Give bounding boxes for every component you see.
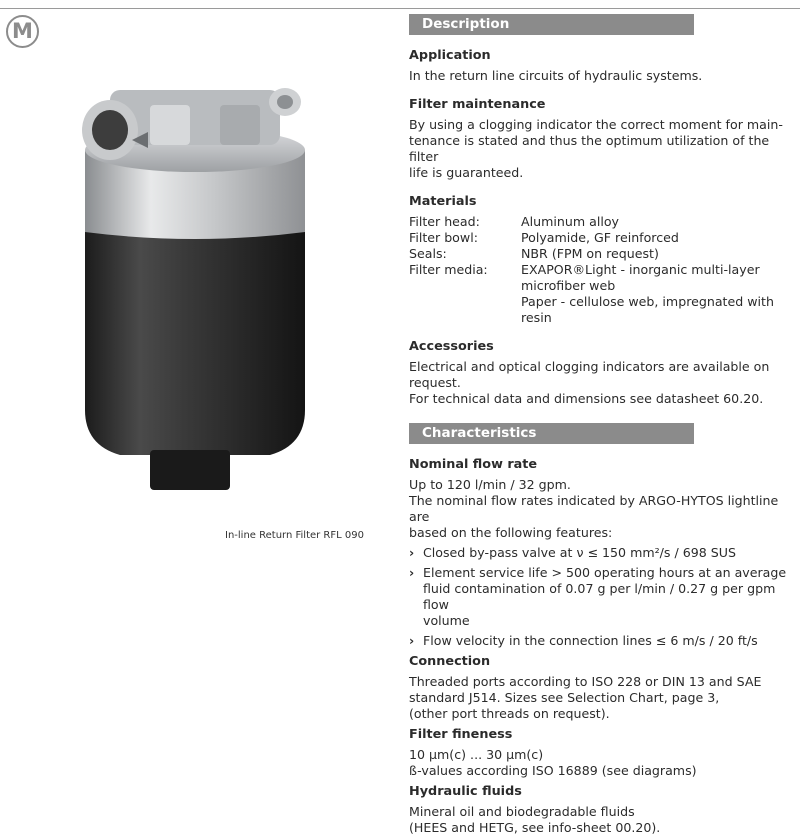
filter-product-image bbox=[40, 50, 380, 510]
material-value: EXAPOR®Light - inorganic multi-layer bbox=[521, 262, 760, 277]
material-label: Filter media: bbox=[409, 262, 488, 277]
feature-line: Closed by-pass valve at ν ≤ 150 mm²/s / 698 SUS bbox=[423, 545, 736, 560]
fluids-line: Mineral oil and biodegradable fluids bbox=[409, 804, 635, 819]
material-label: Seals: bbox=[409, 246, 447, 261]
flow-line: The nominal flow rates indicated by ARGO-HYTOS lightline are bbox=[409, 493, 779, 524]
fineness-line: ß-values according ISO 16889 (see diagrams) bbox=[409, 763, 697, 778]
bullet-arrow-icon: › bbox=[409, 565, 415, 580]
feature-item bbox=[409, 633, 799, 649]
materials-heading: Materials bbox=[409, 194, 477, 209]
material-label bbox=[409, 294, 521, 326]
bullet-arrow-icon: › bbox=[409, 545, 415, 560]
flow-heading: Nominal flow rate bbox=[409, 457, 538, 472]
materials-table bbox=[409, 214, 799, 326]
fluids-heading: Hydraulic fluids bbox=[409, 784, 522, 799]
material-value: NBR (FPM on request) bbox=[521, 246, 659, 261]
image-caption: In-line Return Filter RFL 090 bbox=[225, 530, 364, 541]
materials-row bbox=[409, 278, 799, 294]
maintenance-line: tenance is stated and thus the optimum utilization of the filter bbox=[409, 133, 770, 164]
fineness-line: 10 μm(c) ... 30 μm(c) bbox=[409, 747, 544, 762]
maintenance-heading: Filter maintenance bbox=[409, 97, 546, 112]
feature-line: Flow velocity in the connection lines ≤ 6 m/s / 20 ft/s bbox=[423, 633, 758, 648]
accessories-heading: Accessories bbox=[409, 339, 494, 354]
top-rule bbox=[0, 8, 800, 9]
m-logo-icon: M bbox=[6, 15, 39, 48]
material-value: Polyamide, GF reinforced bbox=[521, 230, 679, 245]
maintenance-line: By using a clogging indicator the correct moment for main- bbox=[409, 117, 783, 132]
accessories-line: For technical data and dimensions see datasheet 60.20. bbox=[409, 391, 764, 406]
feature-line: Element service life > 500 operating hours at an average bbox=[423, 565, 787, 580]
description-header: Description bbox=[409, 14, 694, 35]
materials-row bbox=[409, 246, 799, 262]
materials-row bbox=[409, 230, 799, 246]
connection-line: standard J514. Sizes see Selection Chart, page 3, bbox=[409, 690, 720, 705]
feature-list bbox=[409, 545, 799, 649]
feature-item bbox=[409, 545, 799, 561]
material-label: Filter head: bbox=[409, 214, 480, 229]
material-value: Aluminum alloy bbox=[521, 214, 619, 229]
flow-line: Up to 120 l/min / 32 gpm. bbox=[409, 477, 571, 492]
material-label bbox=[409, 278, 521, 294]
materials-row bbox=[409, 262, 799, 278]
fluids-line: (HEES and HETG, see info-sheet 00.20). bbox=[409, 820, 661, 835]
bullet-arrow-icon: › bbox=[409, 633, 415, 648]
application-heading: Application bbox=[409, 48, 491, 63]
feature-item bbox=[409, 565, 799, 629]
feature-line: fluid contamination of 0.07 g per l/min / 0.27 g per gpm flow bbox=[423, 581, 776, 612]
fineness-heading: Filter fineness bbox=[409, 727, 513, 742]
maintenance-line: life is guaranteed. bbox=[409, 165, 524, 180]
connection-line: Threaded ports according to ISO 228 or DIN 13 and SAE bbox=[409, 674, 762, 689]
feature-line: volume bbox=[423, 613, 470, 628]
flow-line: based on the following features: bbox=[409, 525, 613, 540]
materials-row bbox=[409, 214, 799, 230]
materials-row bbox=[409, 294, 799, 326]
material-value: microfiber web bbox=[521, 278, 616, 293]
material-value: Paper - cellulose web, impregnated with resin bbox=[521, 294, 774, 325]
characteristics-header: Characteristics bbox=[409, 423, 694, 444]
connection-line: (other port threads on request). bbox=[409, 706, 610, 721]
spec-column bbox=[409, 14, 799, 836]
application-text: In the return line circuits of hydraulic systems. bbox=[409, 68, 703, 83]
connection-heading: Connection bbox=[409, 654, 491, 669]
accessories-line: Electrical and optical clogging indicators are available on request. bbox=[409, 359, 770, 390]
material-label: Filter bowl: bbox=[409, 230, 478, 245]
